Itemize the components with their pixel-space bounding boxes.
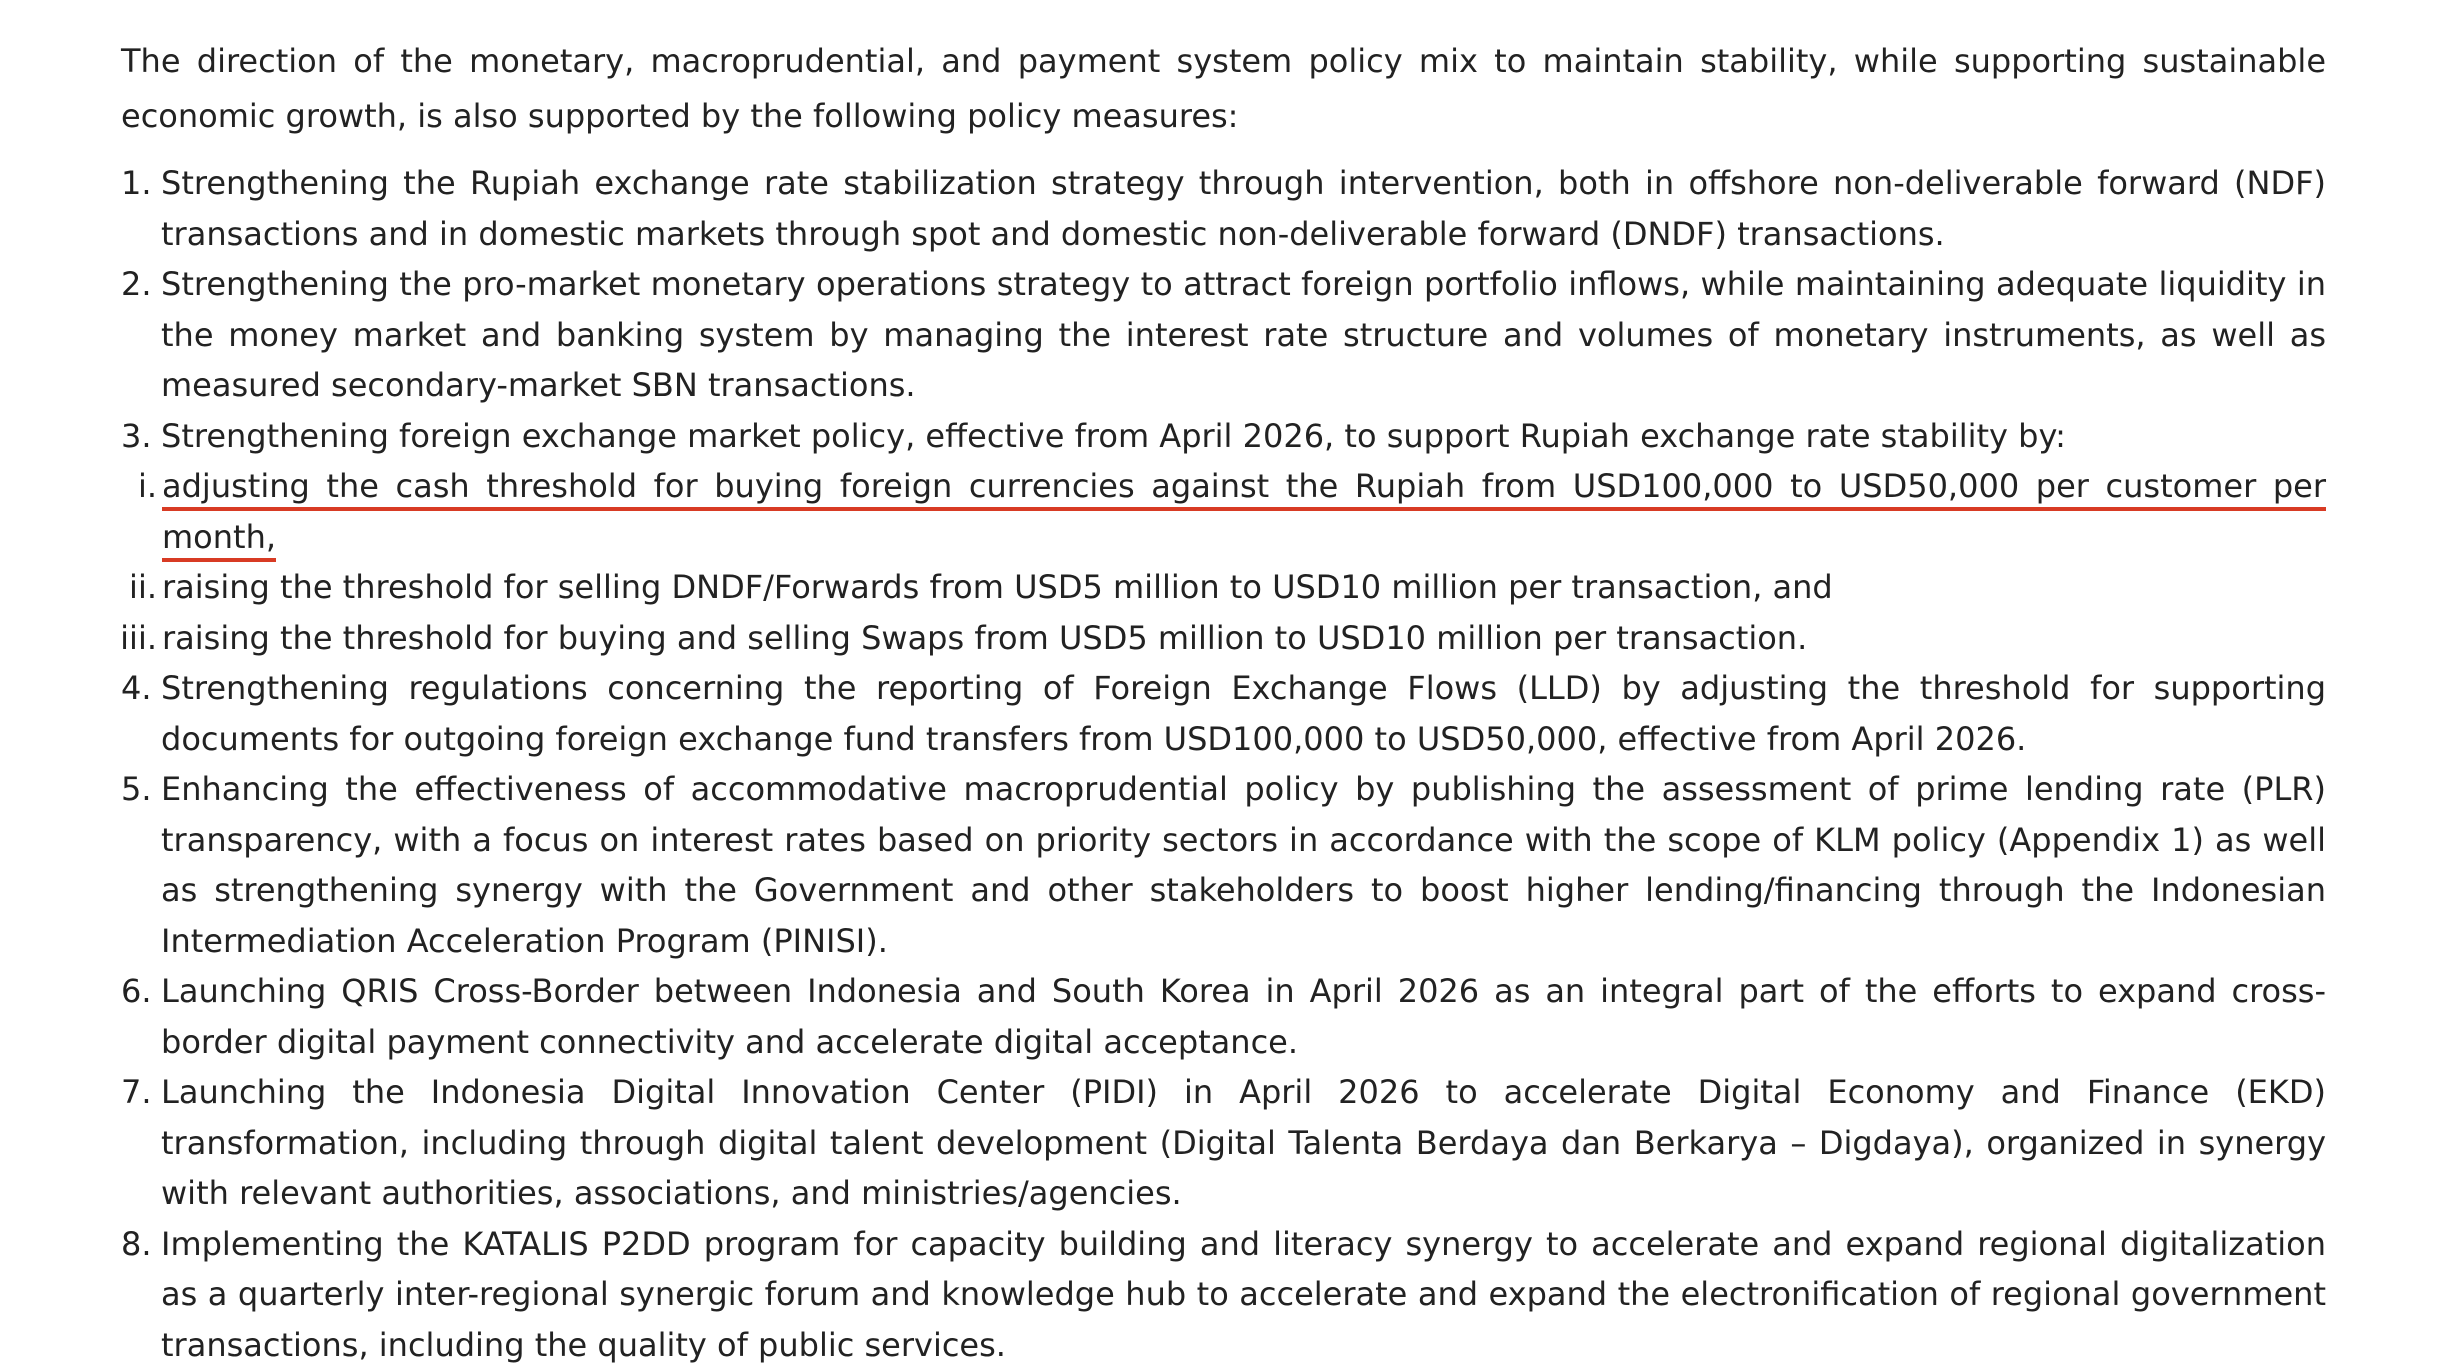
list-item-number: 5.: [121, 764, 151, 815]
list-item-text: Launching QRIS Cross-Border between Indonesia and South Korea in April 2026 as an integral part of the efforts to expand cross-border digital payment connectivity and accelerate digital acceptance.: [161, 972, 2326, 1061]
list-item-number: 7.: [121, 1067, 151, 1118]
sub-list: [161, 461, 2326, 663]
list-item-number: 1.: [121, 158, 151, 209]
list-item-number: 8.: [121, 1219, 151, 1270]
list-item-text: Enhancing the effectiveness of accommodative macroprudential policy by publishing the assessment of prime lending rate (PLR) transparency, with a focus on interest rates based on priority sectors in accordance with the scope of KLM policy (Appendix 1) as well as strengthening synergy with the Government and other stakeholders to boost higher lending/financing through the Indonesian Intermediation Acceleration Program (PINISI).: [161, 770, 2326, 960]
list-item: [121, 966, 2326, 1067]
list-item: [121, 1219, 2326, 1370]
sub-list-item: [121, 461, 2326, 562]
sub-list-item-text: raising the threshold for selling DNDF/Forwards from USD5 million to USD10 million per transaction, and: [162, 568, 1833, 606]
list-item: [121, 1067, 2326, 1219]
list-item-text: Launching the Indonesia Digital Innovation Center (PIDI) in April 2026 to accelerate Digital Economy and Finance (EKD) transformation, including through digital talent development (Digital Talenta Berdaya dan Berkarya – Digdaya), organized in synergy with relevant authorities, associations, and ministries/agencies.: [161, 1073, 2326, 1212]
list-item: [121, 764, 2326, 966]
list-item-text: Strengthening regulations concerning the reporting of Foreign Exchange Flows (LLD) by adjusting the threshold for supporting documents for outgoing foreign exchange fund transfers from USD100,000 to USD50,000, effective from April 2026.: [161, 669, 2326, 758]
list-item-number: 2.: [121, 259, 151, 310]
sub-list-item-number: ii.: [129, 562, 157, 613]
sub-list-item-text: raising the threshold for buying and selling Swaps from USD5 million to USD10 million per transaction.: [162, 619, 1807, 657]
sub-list-item: [121, 613, 2326, 664]
policy-measures-list: [121, 158, 2326, 1370]
list-item: [121, 259, 2326, 411]
list-item: [121, 411, 2326, 664]
sub-list-item-text: adjusting the cash threshold for buying foreign currencies against the Rupiah from USD100,000 to USD50,000 per customer per month,: [162, 467, 2326, 556]
list-item: [121, 663, 2326, 764]
sub-list-item-number: iii.: [120, 613, 157, 664]
intro-paragraph: The direction of the monetary, macroprudential, and payment system policy mix to maintain stability, while supporting sustainable economic growth, is also supported by the following policy measures:: [121, 34, 2326, 144]
list-item: [121, 158, 2326, 259]
list-item-number: 3.: [121, 411, 151, 462]
list-item-text: Strengthening the pro-market monetary operations strategy to attract foreign portfolio inflows, while maintaining adequate liquidity in the money market and banking system by managing the interest rate structure and volumes of monetary instruments, as well as measured secondary-market SBN transactions.: [161, 265, 2326, 404]
sub-list-item-number: i.: [138, 461, 157, 512]
list-item-number: 4.: [121, 663, 151, 714]
highlighted-sub-item: [162, 467, 2326, 562]
sub-list-item: [121, 562, 2326, 613]
list-item-number: 6.: [121, 966, 151, 1017]
list-item-text: Implementing the KATALIS P2DD program for capacity building and literacy synergy to accelerate and expand regional digitalization as a quarterly inter-regional synergic forum and knowledge hub to accelerate and expand the electronification of regional government transactions, including the quality of public services.: [161, 1225, 2326, 1364]
list-item-text: Strengthening the Rupiah exchange rate stabilization strategy through intervention, both in offshore non-deliverable forward (NDF) transactions and in domestic markets through spot and domestic non-deliverable forward (DNDF) transactions.: [161, 164, 2326, 253]
list-item-text: Strengthening foreign exchange market policy, effective from April 2026, to support Rupiah exchange rate stability by:: [161, 417, 2066, 455]
